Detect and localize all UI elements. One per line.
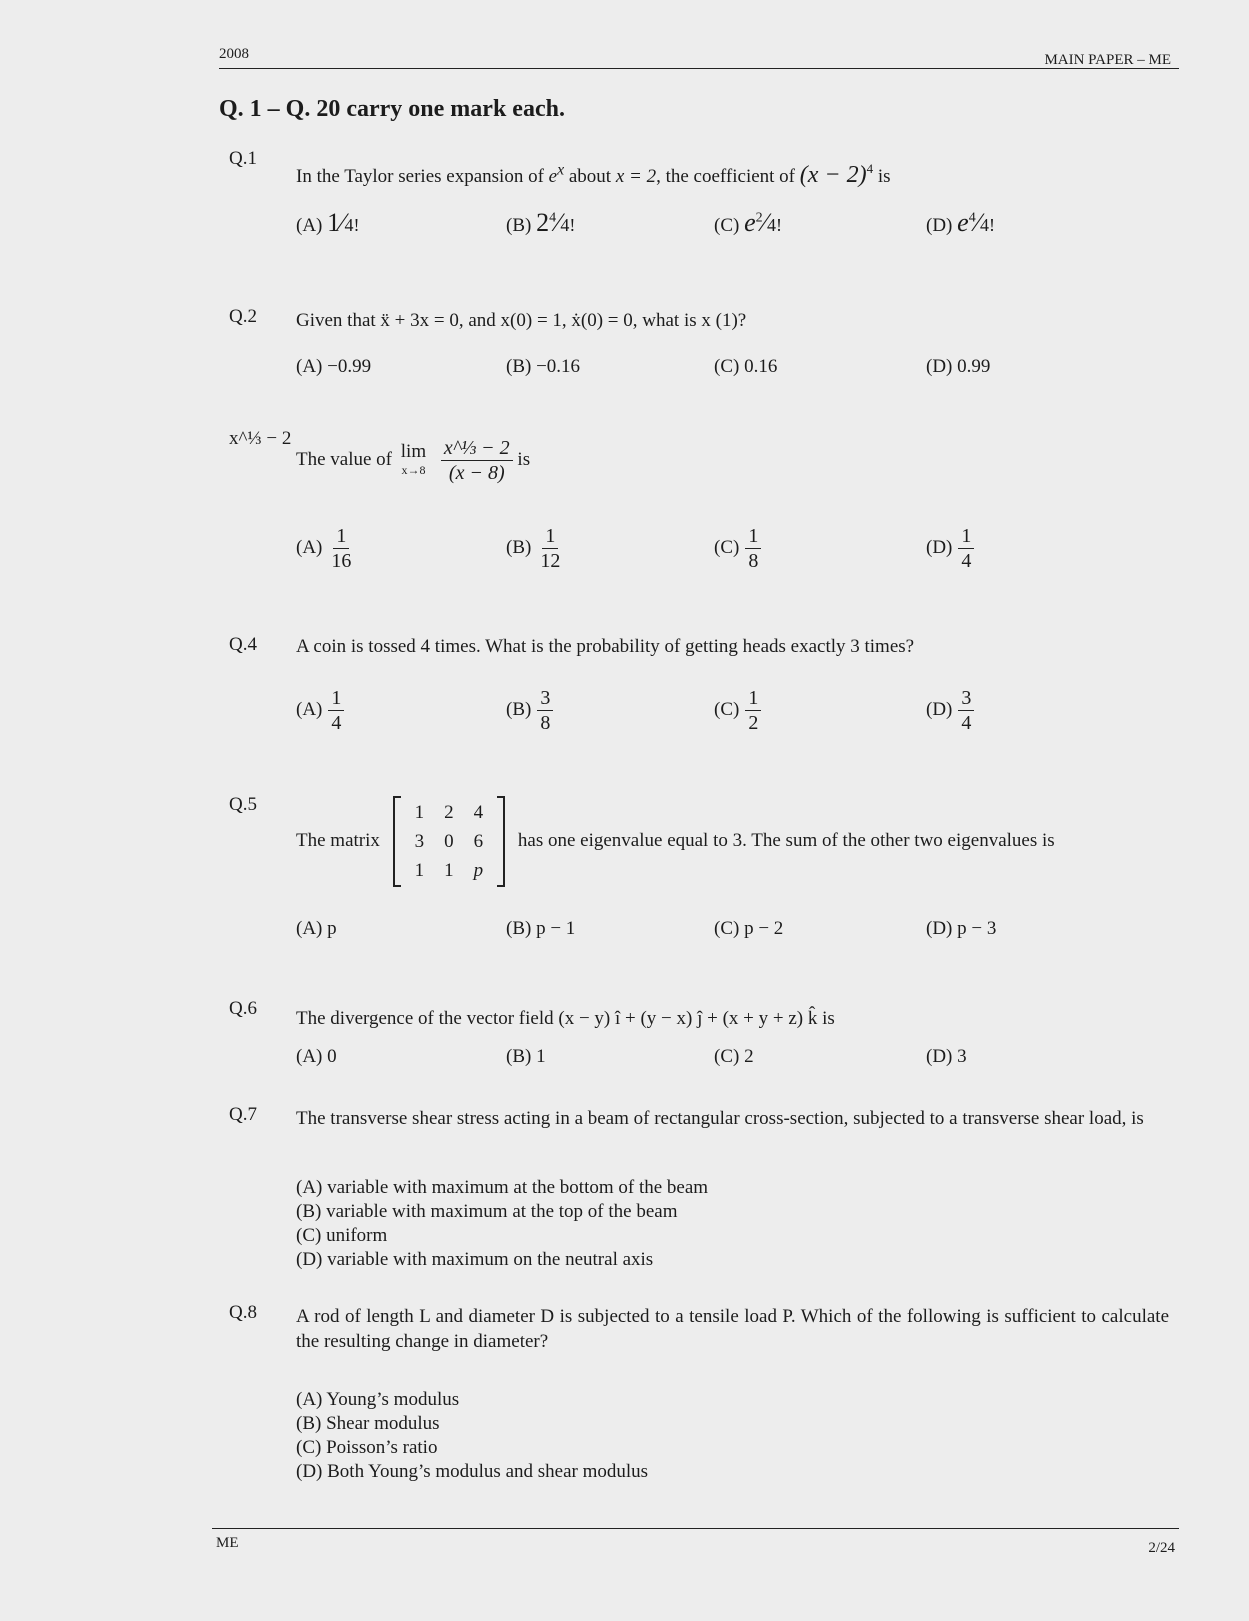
question-number: Q.2: [229, 306, 257, 327]
question-number: x^⅓ − 2: [229, 428, 292, 449]
option: (A) variable with maximum at the bottom of the beam: [296, 1177, 709, 1198]
question-text: The value of lim x→8 $\frac{\text{x\textasciicircum{}⅓ − 2}}{(x - 8)}$ is: [296, 437, 531, 484]
option: (A) p: [296, 918, 337, 939]
question-text: A rod of length L and diameter D is subjected to a tensile load P. Which of the following is sufficient to calculate the resulting change in diameter?: [296, 1306, 1169, 1352]
matrix: 1 2 4 3 0 6 1 1 p: [393, 796, 506, 887]
option: (D) 0.99: [926, 356, 991, 377]
header-paper: MAIN PAPER – ME: [1044, 52, 1171, 68]
question-number: Q.6: [229, 998, 257, 1019]
option: (B) 1: [506, 1046, 546, 1067]
footer-subject: ME: [216, 1535, 239, 1551]
option: (C) p − 2: [714, 918, 784, 939]
option: (A) Young’s modulus: [296, 1389, 460, 1410]
option: (B) p − 1: [506, 918, 576, 939]
question-number: Q.1: [229, 148, 257, 169]
option: (B) −0.16: [506, 356, 581, 377]
option: (B) $\frac{1}{12}$: [506, 525, 561, 572]
question-number: Q.4: [229, 634, 257, 655]
footer-rule: [212, 1528, 1179, 1529]
option: (C) Poisson’s ratio: [296, 1437, 438, 1458]
option: (A) 1⁄4!: [296, 208, 360, 237]
option: (D) $\frac{3}{4}$: [926, 686, 974, 735]
question-text: The transverse shear stress acting in a beam of rectangular cross-section, subjected to a transverse shear load, is: [296, 1108, 1144, 1129]
option: (D) Both Young’s modulus and shear modulus: [296, 1461, 649, 1482]
option: (A) −0.99: [296, 356, 372, 377]
question-text: The divergence of the vector field (x − y) î + (y − x) ĵ + (x + y + z) k̂ is: [296, 1008, 835, 1029]
option: (B) $2^4⁄4$!: [506, 208, 576, 237]
question-text: Given that ẍ + 3x = 0, and x(0) = 1, ẋ(0) = 0, what is x (1)?: [296, 310, 747, 331]
option: (D) $\frac{1}{4}$: [926, 524, 974, 573]
option: (C) 0.16: [714, 356, 778, 377]
question-number: Q.7: [229, 1104, 257, 1125]
question-text: In the Taylor series expansion of $e^x$ about x = 2, the coefficient of $(x - 2)^4$ is: [296, 161, 891, 188]
question-number: Q.8: [229, 1302, 257, 1323]
option: (D) variable with maximum on the neutral axis: [296, 1249, 654, 1270]
option: (A) $\frac{1}{16}$: [296, 525, 352, 572]
option: (D) p − 3: [926, 918, 997, 939]
option: (D) $e^4⁄4$!: [926, 208, 996, 237]
option: (B) Shear modulus: [296, 1413, 440, 1434]
option: (A) $\frac{1}{4}$: [296, 686, 344, 735]
question-text: A coin is tossed 4 times. What is the probability of getting heads exactly 3 times?: [296, 636, 915, 657]
option: (D) 3: [926, 1046, 967, 1067]
page-number: 2/24: [1148, 1540, 1175, 1556]
section-title: Q. 1 – Q. 20 carry one mark each.: [219, 96, 565, 122]
option: (C) $e^2⁄4$!: [714, 208, 782, 237]
options-list: [296, 1388, 648, 1484]
option: (B) variable with maximum at the top of the beam: [296, 1201, 678, 1222]
option: (A) 0: [296, 1046, 337, 1067]
header-rule: [219, 68, 1179, 69]
question-text: The matrix 1 2 4 3 0 6 1 1 p has one eigenvalue equal to 3. The sum of the other two eigenvalues is: [296, 796, 1169, 887]
option: (C) uniform: [296, 1225, 388, 1246]
options-list: [296, 1176, 708, 1272]
option: (B) $\frac{3}{8}$: [506, 686, 553, 735]
option: (C) $\frac{1}{8}$: [714, 524, 761, 573]
question-number: Q.5: [229, 794, 257, 815]
option: (C) $\frac{1}{2}$: [714, 686, 761, 735]
option: (C) 2: [714, 1046, 754, 1067]
header-year: 2008: [219, 46, 249, 62]
